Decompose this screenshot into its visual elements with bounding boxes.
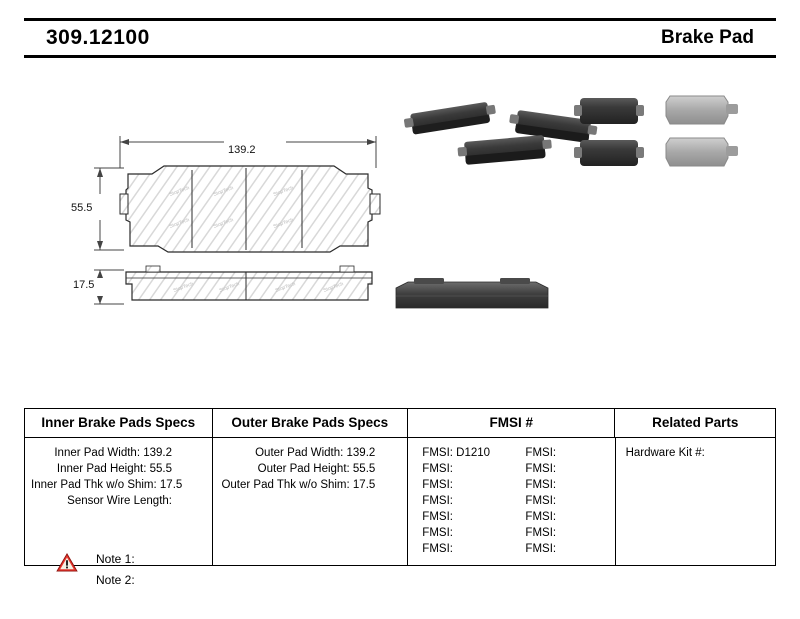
fmsi-entry: FMSI: [525, 511, 557, 523]
cell-fmsi [408, 438, 615, 565]
column-header-related-parts: Related Parts [652, 415, 739, 430]
technical-drawing-area [24, 70, 776, 390]
fmsi-entry: FMSI: [525, 495, 557, 507]
fmsi-entry: FMSI: [422, 511, 453, 523]
column-header-inner-specs: Inner Brake Pads Specs [25, 409, 213, 437]
inner-spec-sensor-wire-length: Sensor Wire Length: [67, 495, 172, 507]
outer-spec-thickness: Outer Pad Thk w/o Shim: 17.5 [221, 479, 376, 491]
fmsi-entry: FMSI: [422, 543, 453, 555]
dimension-thickness-label: 17.5 [73, 279, 95, 291]
inner-spec-height: Inner Pad Height: 55.5 [56, 463, 172, 475]
pad-photo-cluster-right [574, 96, 738, 166]
fmsi-entry: FMSI: [422, 495, 453, 507]
svg-text:StopTech: StopTech [168, 217, 191, 230]
note-2: Note 2: [96, 573, 135, 587]
fmsi-entry: FMSI: [525, 447, 557, 459]
fmsi-column-left [414, 445, 511, 557]
outer-spec-height: Outer Pad Height: 55.5 [257, 463, 376, 475]
note-1: Note 1: [96, 552, 135, 566]
fmsi-column-right [511, 445, 608, 557]
svg-text:StopTech: StopTech [172, 281, 195, 294]
column-header-fmsi: FMSI # [408, 409, 615, 437]
fmsi-entry: FMSI: [525, 543, 557, 555]
notes-section [56, 549, 376, 591]
cell-related-parts [616, 438, 775, 565]
svg-text:StopTech: StopTech [212, 217, 235, 230]
cell-outer-specs [213, 438, 408, 565]
svg-text:StopTech: StopTech [218, 281, 241, 294]
header-bar [24, 18, 776, 58]
page-title: 309.12100 [46, 26, 150, 49]
document-type-label: Brake Pad [661, 27, 754, 48]
pad-photo-edge-view [396, 278, 548, 308]
fmsi-entry: FMSI: [525, 479, 557, 491]
outer-spec-width: Outer Pad Width: 139.2 [255, 447, 376, 459]
warning-icon [56, 553, 78, 572]
dimension-width-label: 139.2 [228, 144, 256, 156]
related-part-hardware-kit: Hardware Kit #: [625, 447, 705, 459]
svg-text:StopTech: StopTech [212, 185, 235, 198]
fmsi-entry: FMSI: D1210 [422, 447, 491, 459]
inner-spec-thickness: Inner Pad Thk w/o Shim: 17.5 [31, 479, 183, 491]
svg-text:StopTech: StopTech [274, 281, 297, 294]
drawing-svg [24, 70, 776, 390]
column-header-outer-specs: Outer Brake Pads Specs [213, 409, 408, 437]
pad-photo-cluster-left [403, 101, 598, 166]
fmsi-entry: FMSI: [525, 527, 557, 539]
fmsi-entry: FMSI: [422, 479, 453, 491]
svg-text:StopTech: StopTech [272, 217, 295, 230]
svg-text:StopTech: StopTech [322, 281, 345, 294]
fmsi-entry: FMSI: [422, 527, 453, 539]
fmsi-entry: FMSI: [422, 463, 453, 475]
fmsi-entry: FMSI: [525, 463, 557, 475]
cell-inner-specs [25, 438, 213, 565]
dimension-height-label: 55.5 [71, 202, 93, 214]
inner-spec-width: Inner Pad Width: 139.2 [54, 447, 172, 459]
spec-table [24, 408, 776, 566]
table-body-row [25, 438, 775, 565]
svg-text:StopTech: StopTech [272, 185, 295, 198]
svg-text:StopTech: StopTech [168, 185, 191, 198]
table-header-row [25, 409, 775, 438]
